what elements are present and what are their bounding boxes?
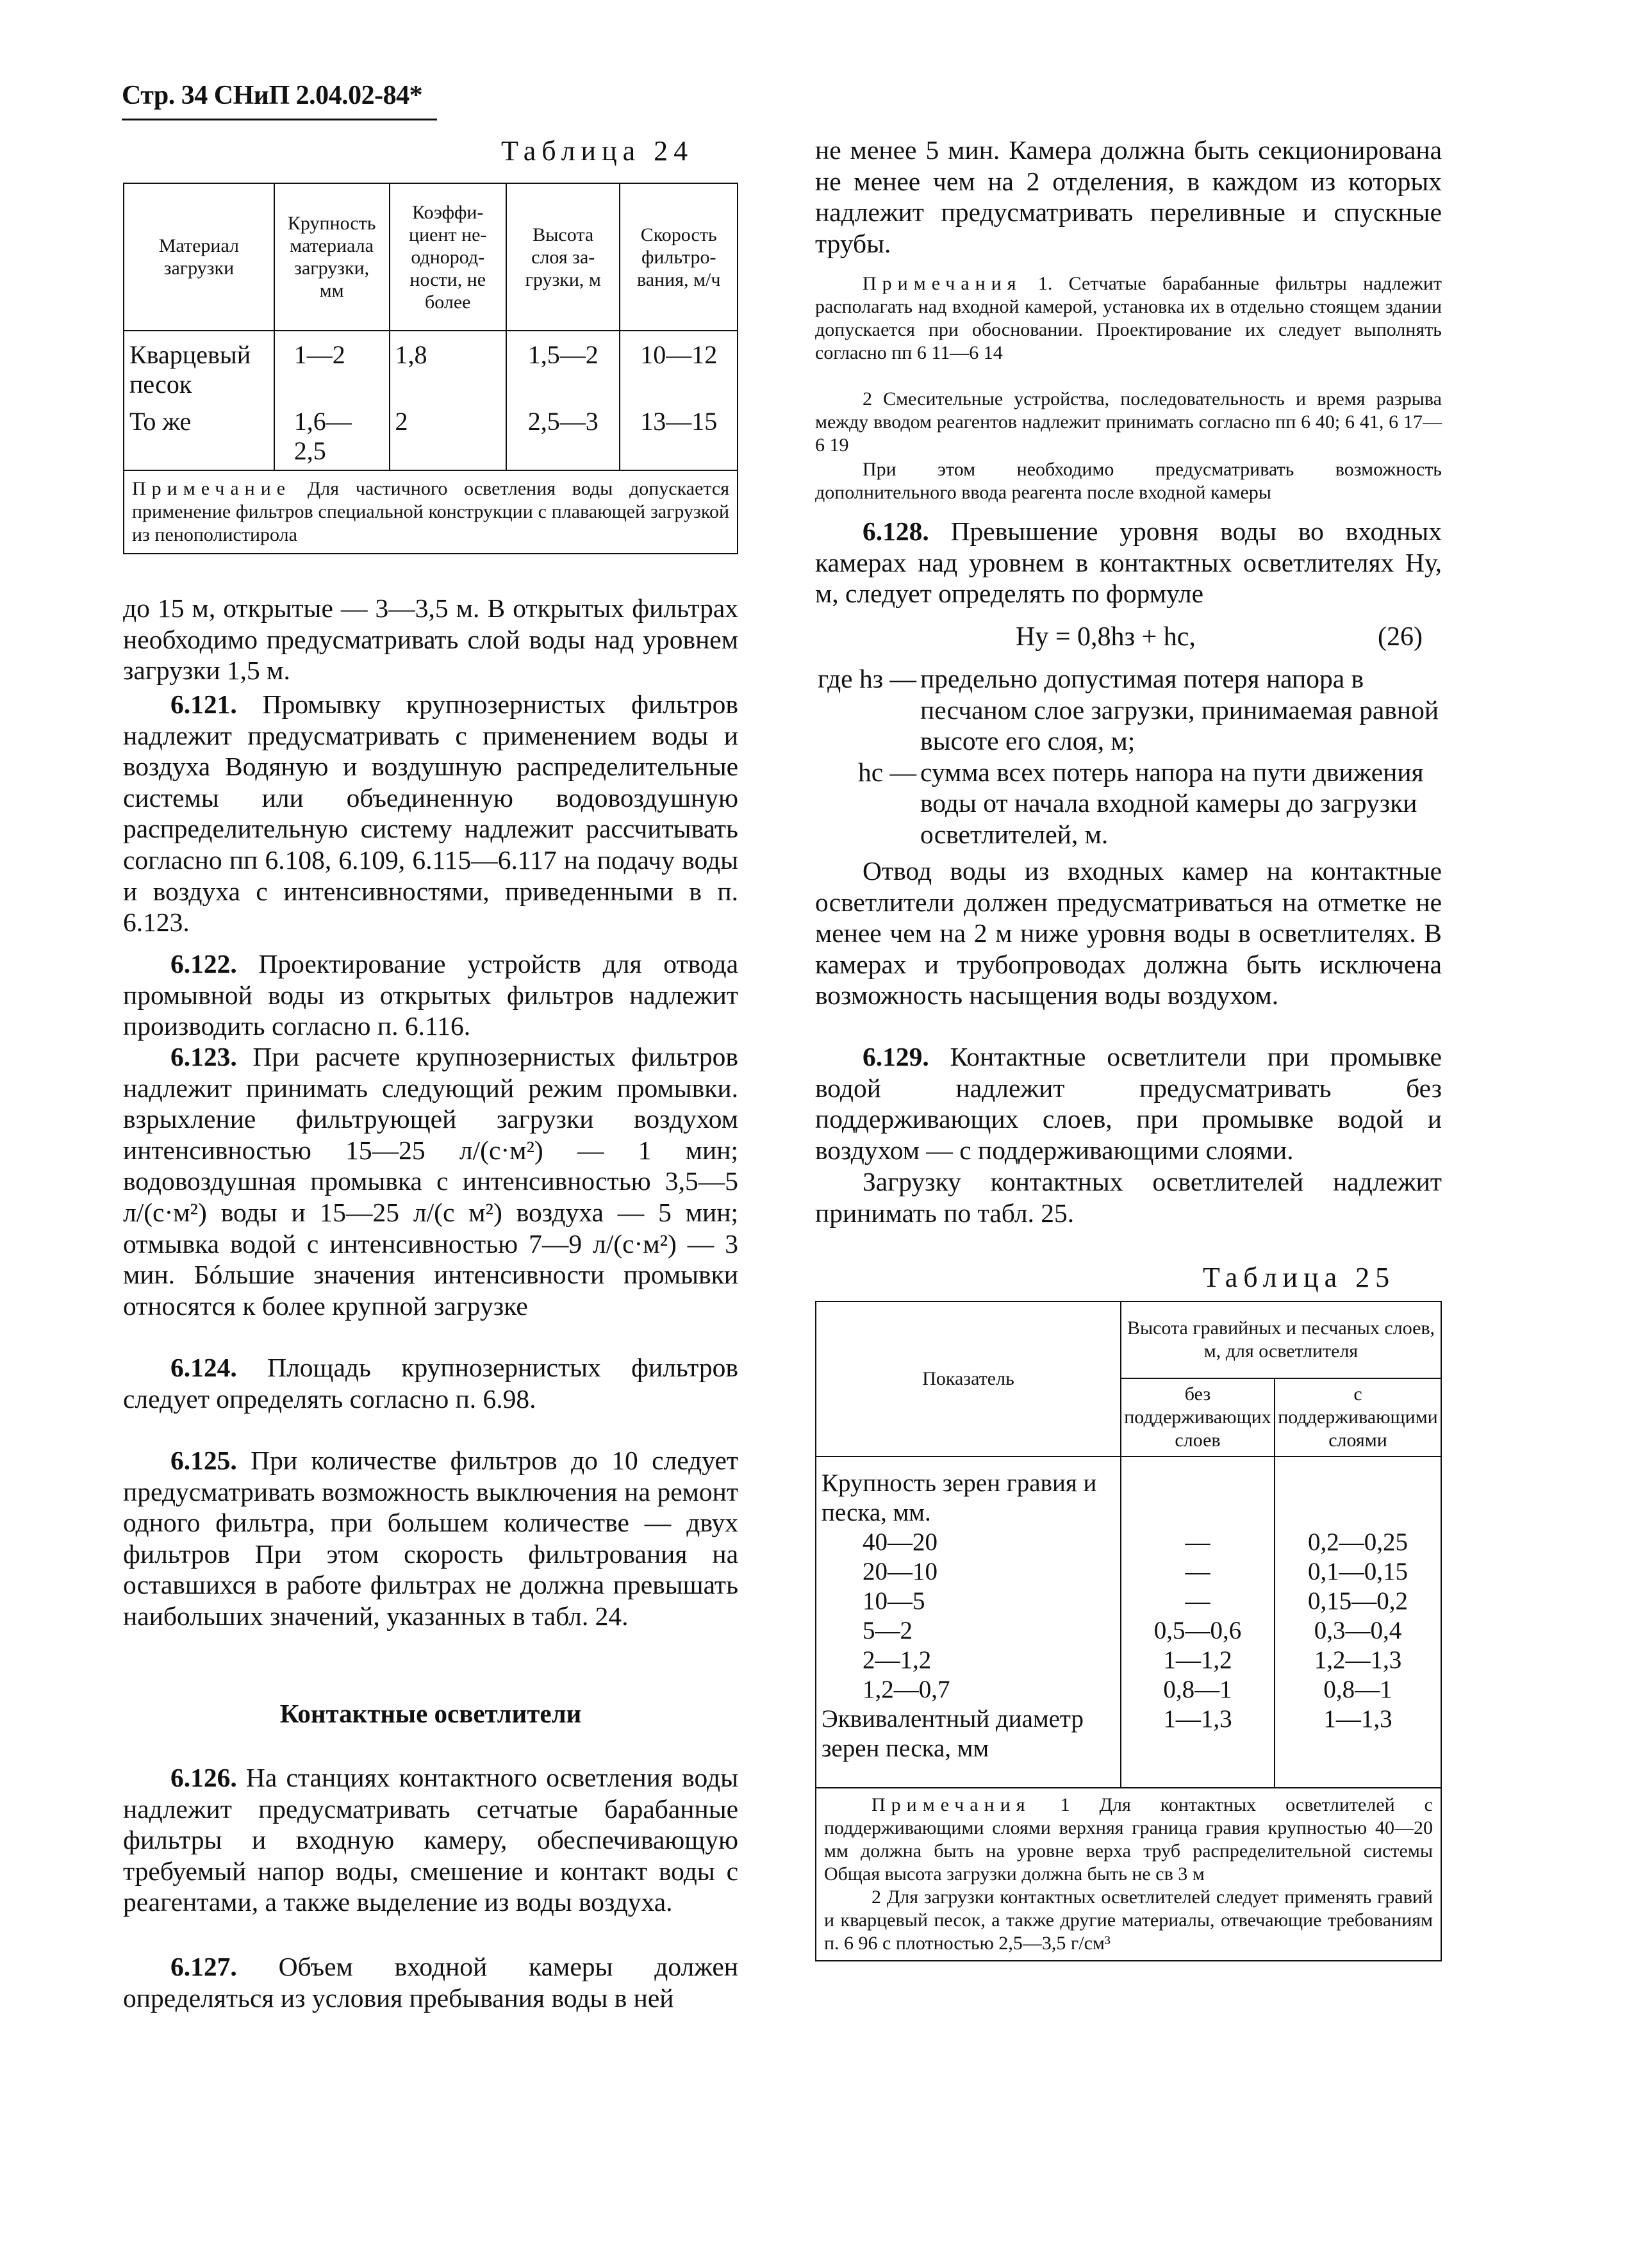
clause-text: При расчете крупнозернистых фильтров надлежит принимать следующий режим промывки. взрыхление фильтрующей загрузки воздухом интенсивностью 15—25 л/(с·м²) — 1 мин; водовоздушная промывка с интенсивностью 3,5—5 л/(с·м²) воды и 15—25 л/(с м²) воздуха — 5 мин; отмывка водой с интенсивностью 7—9 л/(с·м²) — 3 мин. Бóльшие значения интенсивности промывки относятся к более крупной загрузке — [123, 1042, 738, 1321]
clause-text: Промывку крупнозернистых фильтров надлежит предусматривать с применением воды и воздуха Водяную и воздушную распределительные системы или объединенную водовоздушную распределительную систему надлежит рассчитывать согласно пп 6.108, 6.109, 6.115—6.117 на подачу воды и воздуха с интенсивностями, приведенными в п. 6.123. — [123, 689, 738, 937]
legend-symbol: где hз — — [818, 664, 916, 693]
table-cell: 1—1,2 — [1121, 1646, 1275, 1675]
table-24-header: Материал загрузки — [124, 183, 274, 331]
table-cell — [1121, 1457, 1275, 1528]
table-cell: 2,5—3 — [506, 403, 620, 470]
table-cell: 0,1—0,15 — [1275, 1557, 1441, 1587]
table-25 — [815, 1301, 1442, 1961]
table-cell — [1275, 1457, 1441, 1528]
clause-number: 6.125. — [170, 1446, 237, 1475]
clause-6-125 — [123, 1445, 738, 1632]
page-header: Стр. 34 СНиП 2.04.02-84* — [122, 81, 423, 110]
table-24-header: Крупность материала загрузки, мм — [274, 183, 390, 331]
table-cell: — — [1121, 1587, 1275, 1616]
clause-6-121 — [123, 689, 738, 938]
table-cell: 2—1,2 — [816, 1646, 1121, 1675]
note-item: При этом необходимо предусматривать возможность дополнительного ввода реагента после входной камеры — [815, 459, 1442, 503]
table-cell: 1,8 — [390, 331, 507, 403]
clause-number: 6.126. — [170, 1763, 237, 1792]
table-cell: — — [1121, 1528, 1275, 1557]
table-cell: 0,3—0,4 — [1275, 1616, 1441, 1646]
table-24-note — [124, 470, 738, 554]
formula-number: (26) — [1378, 622, 1423, 652]
header-rule — [122, 119, 437, 120]
table-cell: 10—12 — [620, 331, 738, 403]
table-25-header: Показатель — [816, 1301, 1121, 1457]
paragraph: до 15 м, открытые — 3—3,5 м. В открытых фильтрах необходимо предусматривать слой воды над уровнем загрузки 1,5 м. — [123, 593, 738, 686]
table-cell: Кварцевый песок — [124, 331, 274, 403]
table-cell: 0,15—0,2 — [1275, 1587, 1441, 1616]
table-row — [816, 1675, 1441, 1705]
clause-number: 6.124. — [170, 1353, 237, 1382]
formula-legend — [815, 663, 1442, 850]
table-cell: 0,8—1 — [1275, 1675, 1441, 1705]
note-label: Примечания — [863, 273, 1022, 294]
clause-text: При количестве фильтров до 10 следует предусматривать возможность выключения на ремонт одного фильтра, при большем количестве — двух фильтров При этом скорость фильтрования на оставшихся в работе фильтрах не должна превышать наибольших значений, указанных в табл. 24. — [123, 1446, 738, 1631]
table-25-notes — [816, 1788, 1441, 1961]
clause-number: 6.122. — [170, 949, 237, 978]
table-cell: 1,2—0,7 — [816, 1675, 1121, 1705]
clause-6-124 — [123, 1352, 738, 1414]
table-cell: 1,5—2 — [506, 331, 620, 403]
legend-text: предельно допустимая потеря напора в песчаном слое загрузки, принимаемая равной высоте его слоя, м; — [920, 664, 1439, 756]
table-cell: 5—2 — [816, 1616, 1121, 1646]
table-24-header: Скорость фильтро- вания, м/ч — [620, 183, 738, 331]
clause-text: На станциях контактного осветления воды надлежит предусматривать сетчатые барабанные фильтры и входную камеру, обеспечивающую требуемый напор воды, смешение и контакт воды с реагентами, а также выделение из воды воздуха. — [123, 1763, 738, 1917]
note-item: 2 Смесительные устройства, последовательность и время разрыва между вводом реагентов надлежит принимать согласно пп 6 40; 6 41, 6 17—6 19 — [815, 388, 1442, 456]
legend-text: сумма всех потерь напора на пути движения воды от начала входной камеры до загрузки осветлителей, м. — [920, 757, 1424, 849]
table-cell: 1,2—1,3 — [1275, 1646, 1441, 1675]
table-25-header: Высота гравийных и песчаных слоев, м, для осветлителя — [1121, 1301, 1441, 1378]
clause-text: Проектирование устройств для отвода промывной воды из открытых фильтров надлежит производить согласно п. 6.116. — [123, 949, 738, 1041]
paragraph: Отвод воды из входных камер на контактные осветлители должен предусматриваться на отметке не менее чем на 2 м ниже уровня воды в осветлителях. В камерах и трубопроводах должна быть исключена возможность насыщения воды воздухом. — [815, 856, 1442, 1011]
note-label: Примечания — [871, 1794, 1031, 1815]
note-text: 1 Для контактных осветлителей с поддерживающими слоями верхняя граница гравия крупностью 40—20 мм должна быть на уровне верха труб распределительной системы Общая высота загрузки должна быть не св 3 м — [824, 1794, 1433, 1885]
table-25-subheader: без поддерживающих слоев — [1121, 1378, 1275, 1457]
table-cell: 1,6—2,5 — [274, 403, 390, 470]
table-row — [124, 403, 738, 470]
clause-number: 6.128. — [863, 516, 929, 546]
clause-6-123 — [123, 1041, 738, 1321]
clause-number: 6.121. — [170, 689, 237, 719]
clause-text: Превышение уровня воды во входных камерах над уровнем в контактных осветлителях Hу, м, следует определять по формуле — [815, 516, 1442, 609]
table-row — [816, 1557, 1441, 1587]
clause-6-122 — [123, 948, 738, 1042]
table-cell: — — [1121, 1557, 1275, 1587]
paragraph: Загрузку контактных осветлителей надлежит принимать по табл. 25. — [815, 1167, 1442, 1228]
table-row — [124, 331, 738, 403]
table-cell: 1—1,3 — [1121, 1705, 1275, 1788]
table-24-header: Высота слоя за- грузки, м — [506, 183, 620, 331]
legend-symbol: hс — — [857, 757, 916, 787]
clause-6-127 — [123, 1951, 738, 2013]
table-24 — [123, 183, 738, 554]
note-item: 2 Для загрузки контактных осветлителей следует применять гравий и кварцевый песок, а также другие материалы, отвечающие требованиям п. 6 96 с плотностью 2,5—3,5 г/см³ — [824, 1886, 1433, 1954]
table-row — [816, 1587, 1441, 1616]
table-cell: 0,5—0,6 — [1121, 1616, 1275, 1646]
note-text: 1. Сетчатые барабанные фильтры надлежит располагать над входной камерой, установка их в отдельно стоящем здании допускается при обосновании. Проектирование их следует выполнять согласно пп 6 11—6 14 — [815, 273, 1442, 363]
table-cell: 0,8—1 — [1121, 1675, 1275, 1705]
table-cell: Эквивалентный диаметр зерен песка, мм — [816, 1705, 1121, 1788]
note-item — [824, 1794, 1433, 1886]
clause-6-128 — [815, 516, 1442, 609]
clause-number: 6.127. — [170, 1952, 237, 1981]
table-25-subheader: с поддерживающими слоями — [1275, 1378, 1441, 1457]
table-row — [816, 1646, 1441, 1675]
clause-6-126 — [123, 1762, 738, 1918]
table-row — [816, 1705, 1441, 1788]
table-25-caption: Таблица 25 — [1203, 1262, 1396, 1293]
table-row — [816, 1528, 1441, 1557]
note-text: Для частичного осветления воды допускается применение фильтров специальной конструкции с плавающей загрузкой из пенополистирола — [132, 478, 730, 545]
table-cell: 40—20 — [816, 1528, 1121, 1557]
notes-block — [815, 272, 1442, 365]
clause-text: Объем входной камеры должен определяться из условия пребывания воды в ней — [123, 1952, 738, 2013]
table-24-header: Коэффи- циент не- однород- ности, не более — [390, 183, 507, 331]
table-cell: 2 — [390, 403, 507, 470]
clause-text: Площадь крупнозернистых фильтров следует определять согласно п. 6.98. — [123, 1353, 738, 1414]
paragraph: не менее 5 мин. Камера должна быть секционирована не менее чем на 2 отделения, в каждом из которых надлежит предусматривать переливные и спускные трубы. — [815, 135, 1442, 258]
formula: Hу = 0,8hз + hс, — [1016, 622, 1196, 652]
table-cell: 20—10 — [816, 1557, 1121, 1587]
table-cell: То же — [124, 403, 274, 470]
section-heading: Контактные осветлители — [279, 1699, 582, 1728]
clause-number: 6.129. — [863, 1042, 929, 1071]
table-row — [816, 1457, 1441, 1528]
table-cell: 0,2—0,25 — [1275, 1528, 1441, 1557]
clause-6-129 — [815, 1041, 1442, 1166]
table-cell: 10—5 — [816, 1587, 1121, 1616]
table-cell: Крупность зерен гравия и песка, мм. — [816, 1457, 1121, 1528]
table-row — [816, 1616, 1441, 1646]
table-24-caption: Таблица 24 — [501, 135, 694, 167]
note-label: Примечание — [132, 478, 292, 499]
table-cell: 1—2 — [274, 331, 390, 403]
clause-text: Контактные осветлители при промывке водой надлежит предусматривать без поддерживающих слоев, при промывке водой и воздухом — с поддерживающими слоями. — [815, 1042, 1442, 1165]
table-cell: 13—15 — [620, 403, 738, 470]
table-cell: 1—1,3 — [1275, 1705, 1441, 1788]
clause-number: 6.123. — [170, 1042, 237, 1071]
